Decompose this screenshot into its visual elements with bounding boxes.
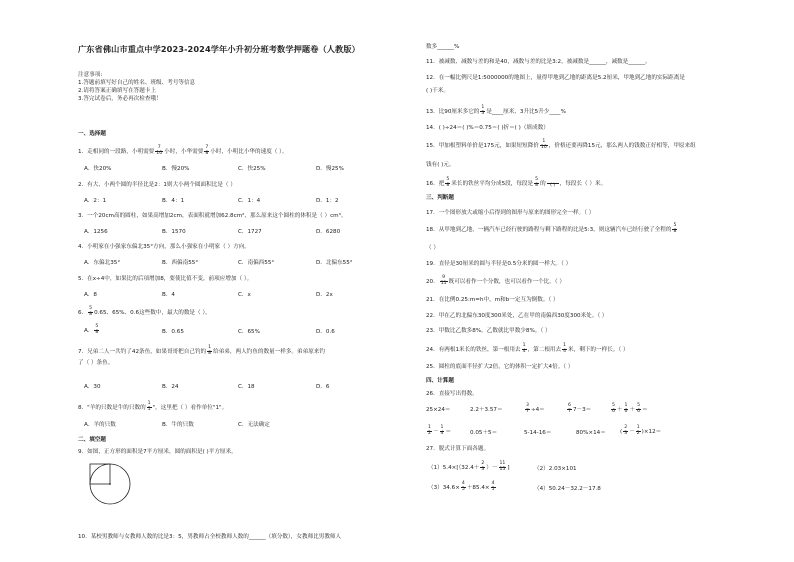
q5-option-d: D．2x <box>316 292 333 298</box>
calc-item: 80%×14＝ <box>576 430 606 436</box>
question-18: 18．从甲地到乙地，一辆汽车已经行驶的路程与剩下路程的比是5:3，则这辆汽车已经行驶了全程的 $\frac{5}{8}$ <box>426 223 677 234</box>
fraction: $\frac{1}{8}$ <box>208 345 212 356</box>
fraction: $\frac{11}{15}$ <box>499 461 506 472</box>
q6-option-b: B．0.65 <box>162 329 184 335</box>
q9-circle-figure <box>88 462 132 506</box>
q5-option-c: C．x <box>238 292 251 298</box>
fraction-blank: ( ) <box>547 178 559 189</box>
note-item: 3.答完试卷后，务必再次检查哦！ <box>78 96 162 102</box>
question-18-cont: （ ） <box>426 245 439 251</box>
question-10-cont: 数多______% <box>426 44 460 50</box>
fraction: $\frac{9}{11}$ <box>440 275 447 286</box>
fraction: $\frac{3}{7}$ <box>526 403 529 414</box>
fraction: $\frac{1}{3}$ <box>481 105 485 116</box>
question-20: 20． $\frac{9}{11}$ 既可以看作一个分数，也可以看作一个比。（ ） <box>426 275 566 286</box>
fraction: $\frac{4}{5}$ <box>461 481 465 492</box>
section-judge: 三、判断题 <box>426 195 454 201</box>
q6-option-a: A． $\frac{5}{8}$ <box>84 324 99 335</box>
fraction: $\frac{1}{10}$ <box>540 139 547 150</box>
fraction: $\frac{2}{3}$ <box>481 461 485 472</box>
fraction: $\frac{5}{8}$ <box>673 223 677 234</box>
question-22: 22．甲在乙的北偏东30度300米处，乙在甲的南偏西30度300米处。（ ） <box>426 313 608 319</box>
calc-item: 2.2＋3.57＝ <box>470 407 503 413</box>
note-item: 2.请将答案正确填写在答题卡上 <box>78 88 157 94</box>
fraction: $\frac{1}{2}$ <box>636 425 640 436</box>
question-7-cont: 了（ ）条鱼。 <box>78 360 114 366</box>
question-17: 17．一个图形放大或缩小后得到的图形与原来的图形完全一样。（ ） <box>426 210 595 216</box>
fraction: $\frac{7}{10}$ <box>156 145 163 156</box>
fraction: $\frac{2}{3}$ <box>624 425 628 436</box>
calc-item: ( $\frac{2}{3}$ － $\frac{1}{2}$ )×12＝ <box>620 425 662 436</box>
calc-27-2: （2）2.03×101 <box>534 466 577 472</box>
calc-item: 25×24＝ <box>426 407 451 413</box>
q1-option-a: A．快20% <box>84 166 112 172</box>
fraction: $\frac{1}{4}$ <box>563 343 567 354</box>
question-6: 6． $\frac{5}{8}$ 0.65、65%、0.6这些数中，最大的数是（ ）。 <box>78 306 211 317</box>
calc-item: $\frac{1}{2}$ － $\frac{1}{4}$ ＝ <box>428 425 452 436</box>
question-2: 2．有大、小两个圆的半径比是2：1则大小两个圆面积比是（ ） <box>78 182 236 188</box>
q3-option-c: C．1727 <box>238 229 262 235</box>
fraction: $\frac{5}{8}$ <box>446 177 450 188</box>
center-dot <box>109 483 111 485</box>
calc-item: $\frac{5}{6}$ ＋ $\frac{1}{6}$ ＋ $\frac{5}{6}$ ＝ <box>612 403 648 414</box>
calc-item: 0.05＋5＝ <box>470 430 498 436</box>
q1-option-b: B．慢20% <box>162 166 190 172</box>
q8-option-a: A．羊的只数 <box>84 422 116 428</box>
q3-option-b: B．1570 <box>162 229 186 235</box>
calc-item: $\frac{3}{7}$ ÷4＝ <box>526 403 545 414</box>
question-21: 21．在比例0.25:m=h中，m和b一定互为倒数。（ ） <box>426 297 559 303</box>
fraction: $\frac{5}{8}$ <box>535 177 539 188</box>
fraction: $\frac{6}{7}$ <box>568 403 571 414</box>
question-13: 13．比90厘米多它的 $\frac{1}{3}$ 是____厘米，3升比5升少____% <box>426 105 566 116</box>
question-24: 24．有两根1米长的铁丝，第一根用去 $\frac{1}{4}$ ，第二根用去 $\frac{1}{4}$ 米，剩下的一样长。（ ） <box>426 343 629 354</box>
calc-27-1: （1）5.4×[（32.4＋ $\frac{2}{3}$ ）－ $\frac{11}{15}$ ] <box>428 461 510 472</box>
q8-option-b: B．牛的只数 <box>162 422 194 428</box>
q4-option-a: A．东偏北35° <box>84 260 121 266</box>
fraction: $\frac{1}{4}$ <box>522 343 526 354</box>
page-title: 广东省佛山市重点中学2023-2024学年小升初分班考数学押题卷（人教版） <box>78 44 360 54</box>
q2-option-b: B．4：1 <box>162 198 185 204</box>
note-item: 1.答题前填写好自己的姓名、班级、考号等信息 <box>78 80 196 86</box>
q4-option-b: B．西偏南55° <box>162 260 199 266</box>
question-15-cont: 钱有( )元。 <box>426 162 455 168</box>
q5-option-b: B．4 <box>162 292 175 298</box>
q7-option-a: A．30 <box>84 384 101 390</box>
question-7: 7．兄弟二人一共钓了42条鱼，如果哥哥把自己钓的 $\frac{1}{8}$ 给弟弟，两人钓鱼的数量一样多。弟弟原来钓 <box>78 345 325 356</box>
q1-option-d: D．慢25% <box>316 166 344 172</box>
q4-option-c: C．南偏西55° <box>238 260 275 266</box>
question-26: 26．直接写出得数。 <box>426 391 478 397</box>
question-25: 25．圆柱的底面半径扩大2倍，它的体积一定扩大4倍。（ ） <box>426 364 574 370</box>
q7-option-c: C．18 <box>238 384 255 390</box>
fraction: $\frac{1}{2}$ <box>428 425 431 436</box>
q2-option-d: D．1：2 <box>316 198 339 204</box>
calc-27-3: （3）34.6× $\frac{4}{5}$ ＋85.4× $\frac{4}{5}$ <box>428 481 495 492</box>
q2-option-c: C．1：4 <box>238 198 261 204</box>
q4-option-d: D．北偏东55° <box>316 260 353 266</box>
fraction: $\frac{4}{5}$ <box>491 481 495 492</box>
fraction: $\frac{5}{8}$ <box>89 306 93 317</box>
question-9: 9．如图，正方形的面积是7平方厘米，圆的面积是( )平方厘米。 <box>78 449 237 455</box>
q8-option-c: C．无法确定 <box>238 422 270 428</box>
fraction: $\frac{5}{6}$ <box>637 403 641 414</box>
q7-option-b: B．24 <box>162 384 179 390</box>
notes-heading: 注意事项: <box>78 72 103 78</box>
question-4: 4．小明家在小强家东偏北35°方向，那么小强家在小明家（ ）方向。 <box>78 244 250 250</box>
question-5: 5．在x÷4中，如果比的后项增加8，要使比值不变，前项应增加（ ）。 <box>78 276 253 282</box>
question-12: 12．在一幅比例尺是1:5000000的地图上，量得甲地到乙地的距离是5.2厘米，甲地到乙地的实际距离是 <box>426 75 685 81</box>
q6-option-c: C．65% <box>238 329 260 335</box>
fraction: $\frac{5}{8}$ <box>95 324 99 335</box>
question-1: 1．走相同的一段路，小明需要 $\frac{7}{10}$ 小时，小华需要 $\frac{7}{8}$ 小时，小明比小华的速度（ ）。 <box>78 145 288 156</box>
fraction: $\frac{7}{8}$ <box>205 145 209 156</box>
section-fill: 二、填空题 <box>78 437 106 443</box>
question-19: 19．直径是30厘米的圆与半径是0.5分米的圆一样大。（ ） <box>426 261 572 267</box>
q5-option-a: A．8 <box>84 292 97 298</box>
q6-option-d: D．0.6 <box>316 329 335 335</box>
question-14: 14．( )÷24＝( )%＝0.75＝( )折＝( )（填成数） <box>426 125 549 131</box>
question-16: 16．把 $\frac{5}{8}$ 米长的铁丝平均分成5段，每段是 $\frac{5}{8}$ 的 ( ) ，每段长（ ）米。 <box>426 177 607 188</box>
question-3: 3．一个20cm高的圆柱，如果高增加2cm，表面积就增加62.8cm²，那么原来这个圆柱的体积是（ ）cm³。 <box>78 213 347 219</box>
q3-option-a: A．1256 <box>84 229 108 235</box>
section-calc: 四、计算题 <box>426 378 454 384</box>
q3-option-d: D．6280 <box>316 229 341 235</box>
fraction: $\frac{5}{6}$ <box>612 403 615 414</box>
question-23: 23．甲数比乙数多8%，乙数就比甲数少8%。（ ） <box>426 328 551 334</box>
calc-item: $\frac{6}{7}$ 7－3＝ <box>568 403 592 414</box>
q1-option-c: C．快25% <box>238 166 266 172</box>
calc-item: 5-14-16＝ <box>524 430 552 436</box>
question-11: 11．被减数、减数与差的和是40，减数与差的比是3:2，被减数是______，减数是______。 <box>426 59 651 65</box>
q7-option-d: D．6 <box>316 384 330 390</box>
calc-27-4: （4）50.24－32.2－17.8 <box>534 486 601 492</box>
fraction: $\frac{1}{6}$ <box>624 403 628 414</box>
fraction: $\frac{1}{4}$ <box>440 425 444 436</box>
question-10: 10．某校男教师与女教师人数的比是3：5，男教师占全校教师人数的______（填分数），女教师比男教师人 <box>78 534 342 540</box>
question-27: 27．脱式计算下面各题。 <box>426 446 490 452</box>
question-12-cont: ( )千米。 <box>426 88 449 94</box>
q2-option-a: A．2：1 <box>84 198 107 204</box>
question-15: 15．甲加根塑料单价是175元，如果短短降价 $\frac{1}{10}$ ，价格还要再降15元，那么两人的钱数正好相等，甲原来组 <box>426 139 696 150</box>
question-8: 8．"羊的只数是牛的只数的 $\frac{1}{5}$ "，这里把（ ）看作单位"1"。 <box>78 401 228 412</box>
fraction: $\frac{1}{5}$ <box>147 401 151 412</box>
section-choice: 一、选择题 <box>78 131 106 137</box>
